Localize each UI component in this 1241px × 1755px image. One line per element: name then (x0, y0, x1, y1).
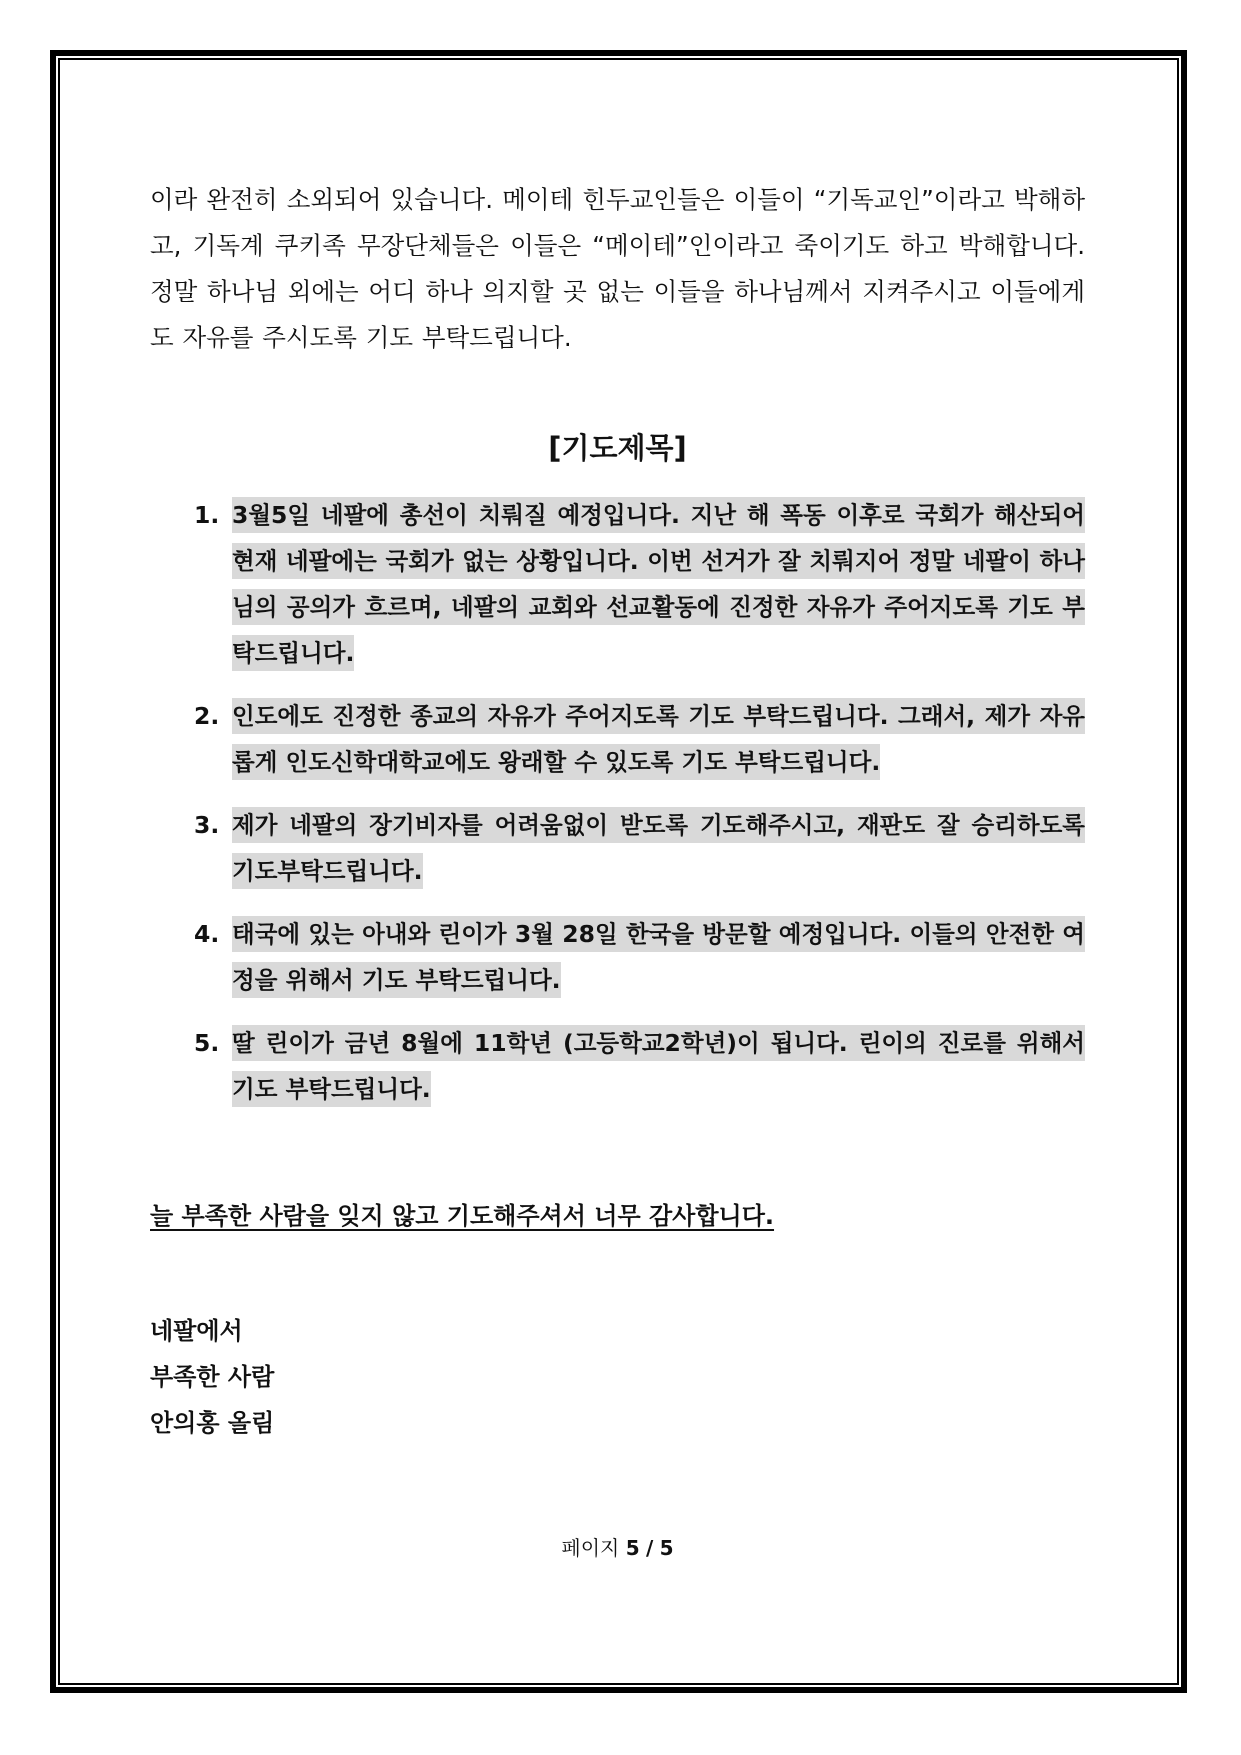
page-separator: / (646, 1536, 654, 1560)
prayer-item-number: 5. (194, 1029, 220, 1057)
prayer-item (150, 693, 1085, 785)
page-total: 5 (659, 1536, 674, 1560)
prayer-item (150, 492, 1085, 676)
prayer-item-number: 1. (194, 501, 220, 529)
prayer-item-text: 태국에 있는 아내와 린이가 3월 28일 한국을 방문할 예정입니다. 이들의 안전한 여정을 위해서 기도 부탁드립니다. (232, 916, 1085, 998)
signature-title: 부족한 사람 (150, 1363, 275, 1391)
signature-block (150, 1308, 274, 1446)
signature-location: 네팔에서 (150, 1317, 243, 1345)
prayer-item-number: 3. (194, 811, 220, 839)
prayer-item (150, 802, 1085, 894)
prayer-item-number: 2. (194, 702, 220, 730)
prayer-item-text: 딸 린이가 금년 8월에 11학년 (고등학교2학년)이 됩니다. 린이의 진로를 위해서 기도 부탁드립니다. (232, 1025, 1085, 1107)
prayer-item-text: 인도에도 진정한 종교의 자유가 주어지도록 기도 부탁드립니다. 그래서, 제가 자유롭게 인도신학대학교에도 왕래할 수 있도록 기도 부탁드립니다. (232, 698, 1085, 780)
prayer-item (150, 1020, 1085, 1112)
prayer-item (150, 911, 1085, 1003)
prayer-list (150, 492, 1085, 1129)
signature-name: 안의홍 올림 (150, 1409, 275, 1437)
prayer-heading: [기도제목] (548, 431, 687, 465)
page-footer (150, 1533, 1085, 1563)
prayer-item-text: 제가 네팔의 장기비자를 어려움없이 받도록 기도해주시고, 재판도 잘 승리하도록 기도부탁드립니다. (232, 807, 1085, 889)
page-label: 페이지 (561, 1536, 620, 1560)
intro-paragraph: 이라 완전히 소외되어 있습니다. 메이테 힌두교인들은 이들이 “기독교인”이라고 박해하고, 기독계 쿠키족 무장단체들은 이들은 “메이테”인이라고 죽이기도 하고 박해합니다. 정말 하나님 외에는 어디 하나 의지할 곳 없는 이들을 하나님께서 지켜주시고 이들에게도 자유를 주시도록 기도 부탁드립니다. (150, 185, 1085, 352)
prayer-item-text: 3월5일 네팔에 총선이 치뤄질 예정입니다. 지난 해 폭동 이후로 국회가 해산되어 현재 네팔에는 국회가 없는 상황입니다. 이번 선거가 잘 치뤄지어 정말 네팔이 하나님의 공의가 흐르며, 네팔의 교회와 선교활동에 진정한 자유가 주어지도록 기도 부탁드립니다. (232, 497, 1085, 671)
prayer-item-number: 4. (194, 920, 220, 948)
page-current: 5 (625, 1536, 640, 1560)
thanks-line: 늘 부족한 사람을 잊지 않고 기도해주셔서 너무 감사합니다. (150, 1202, 775, 1230)
